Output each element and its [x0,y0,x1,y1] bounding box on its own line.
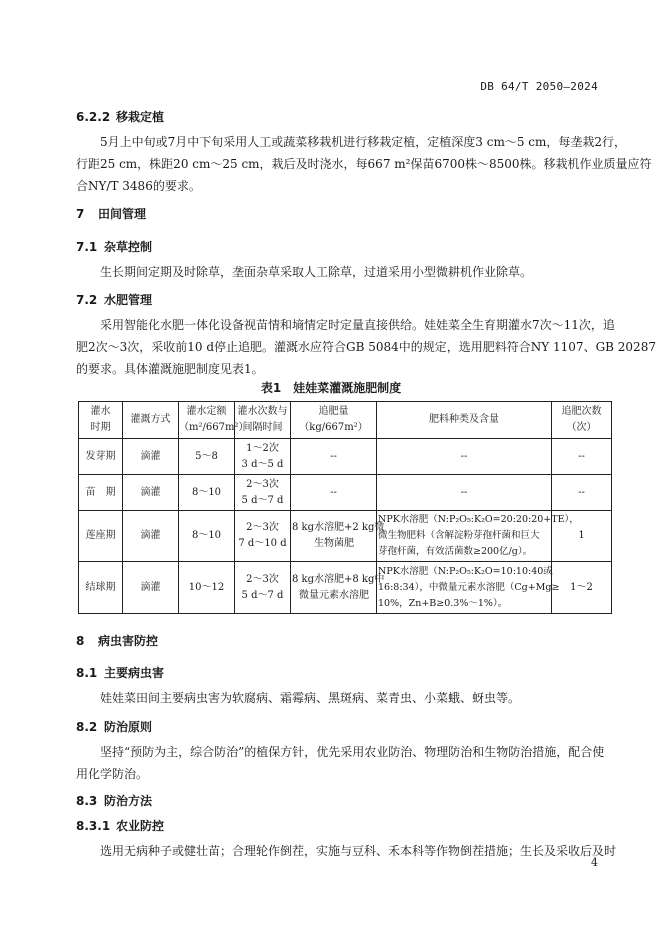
paragraph-7-2 [76,314,656,380]
cell-period: 莲座期 [79,511,123,562]
paragraph-8-2 [76,741,614,785]
table-row [79,562,612,614]
cell-quota: 5～8 [179,439,235,475]
paragraph-7-1 [76,261,614,283]
section-number: 8.1 [76,666,98,680]
paragraph-line: 合NY/T 3486的要求。 [76,179,201,193]
section-number: 8.2 [76,720,98,734]
section-heading-8-3 [76,792,152,809]
table-caption: 表1 娃娃菜灌溉施肥制度 [260,381,402,395]
table-header-row [79,402,612,439]
cell-quota: 10～12 [179,562,235,614]
section-heading-8-3-1 [76,817,164,834]
cell-count: -- [552,439,612,475]
cell-quota: 8～10 [179,475,235,511]
paragraph-line: 行距25 cm，株距20 cm～25 cm，栽后及时浇水，每667 m²保苗6700株～8500株。移栽机作业质量应符 [76,157,652,171]
paragraph-8-3-1 [76,840,617,862]
table-row [79,475,612,511]
cell-fertilizer: -- [377,439,552,475]
section-heading-8-2 [76,718,152,735]
page-number: 4 [591,856,598,869]
section-number: 8.3 [76,794,98,808]
header-count: 追肥次数 （次） [552,402,612,439]
header-period: 灌水 时期 [79,402,123,439]
section-heading-8 [76,632,158,649]
paragraph-line: 肥2次～3次，采收前10 d停止追肥。灌溉水应符合GB 5084中的规定，选用肥料符合NY 1107、GB 20287 [76,340,656,354]
paragraph-line: 采用智能化水肥一体化设备视苗情和墒情定时定量直接供给。娃娃菜全生育期灌水7次～11次，追 [100,318,615,332]
paragraph-line: 坚持“预防为主，综合防治”的植保方针，优先采用农业防治、物理防治和生物防治措施，配合使 [100,745,605,759]
cell-fertilizer: NPK水溶肥（N:P₂O₅:K₂O=10:10:40或 16:8:34），中微量元素水溶肥（Cg+Mg≥ 10%，Zn+B≥0.3%～1%）。 [377,562,552,614]
standard-number: DB 64/T 2050—2024 [480,80,598,93]
header-times: 灌水次数与 间隔时间 [235,402,291,439]
cell-amount: 8 kg水溶肥+2 kg微 生物菌肥 [291,511,377,562]
section-heading-7 [76,205,146,222]
header-quota: 灌水定额 （m²/667m²） [179,402,235,439]
cell-fertilizer: NPK水溶肥（N:P₂O₅:K₂O=20:20:20+TE）， 微生物肥料（含解淀粉芽孢杆菌和巨大 芽孢杆菌，有效活菌数≥200亿/g）。 [377,511,552,562]
paragraph-line: 5月上中旬或7月中下旬采用人工或蔬菜移栽机进行移栽定植，定植深度3 cm～5 cm，每垄栽2行， [100,135,627,149]
cell-method: 滴灌 [123,511,179,562]
cell-method: 滴灌 [123,439,179,475]
irrigation-fertilization-table [78,401,612,614]
cell-method: 滴灌 [123,475,179,511]
cell-fertilizer: -- [377,475,552,511]
section-heading-8-1 [76,664,164,681]
table-row [79,439,612,475]
section-title: 田间管理 [98,207,147,221]
section-title: 病虫害防控 [98,634,159,648]
paragraph-line: 的要求。具体灌溉施肥制度见表1。 [76,362,264,376]
paragraph-line: 生长期间定期及时除草，垄面杂草采取人工除草，过道采用小型微耕机作业除草。 [100,265,533,279]
section-number: 6.2.2 [76,110,111,124]
section-number: 8 [76,634,85,648]
section-title: 主要病虫害 [104,666,165,680]
cell-times: 1～2次 3 d～5 d [235,439,291,475]
section-heading-7-1 [76,238,152,255]
section-title: 防治方法 [104,794,153,808]
paragraph-8-1 [76,687,614,709]
section-number: 7.2 [76,293,98,307]
section-number: 7.1 [76,240,98,254]
paragraph-line: 选用无病种子或健壮苗；合理轮作倒茬，实施与豆科、禾本科等作物倒茬措施；生长及采收后及时 [100,844,617,858]
cell-period: 结球期 [79,562,123,614]
cell-method: 滴灌 [123,562,179,614]
cell-quota: 8～10 [179,511,235,562]
paragraph-line: 娃娃菜田间主要病虫害为软腐病、霜霉病、黑斑病、菜青虫、小菜蛾、蚜虫等。 [100,691,521,705]
section-heading-7-2 [76,291,152,308]
paragraph-6-2-2 [76,131,652,197]
header-fertilizer: 肥料种类及含量 [377,402,552,439]
cell-times: 2～3次 5 d～7 d [235,562,291,614]
section-title: 农业防控 [116,819,165,833]
cell-times: 2～3次 5 d～7 d [235,475,291,511]
paragraph-line: 用化学防治。 [76,767,149,781]
cell-amount: 8 kg水溶肥+8 kg中 微量元素水溶肥 [291,562,377,614]
section-title: 水肥管理 [104,293,153,307]
section-title: 移栽定植 [116,110,165,124]
cell-amount: -- [291,475,377,511]
cell-times: 2～3次 7 d～10 d [235,511,291,562]
cell-period: 苗 期 [79,475,123,511]
cell-count: 1 [552,511,612,562]
section-title: 防治原则 [104,720,153,734]
cell-amount: -- [291,439,377,475]
cell-count: -- [552,475,612,511]
header-amount: 追肥量 （kg/667m²） [291,402,377,439]
cell-period: 发芽期 [79,439,123,475]
section-number: 8.3.1 [76,819,111,833]
section-number: 7 [76,207,85,221]
header-method: 灌溉方式 [123,402,179,439]
cell-count: 1～2 [552,562,612,614]
section-heading-6-2-2 [76,108,164,125]
section-title: 杂草控制 [104,240,153,254]
table-row [79,511,612,562]
